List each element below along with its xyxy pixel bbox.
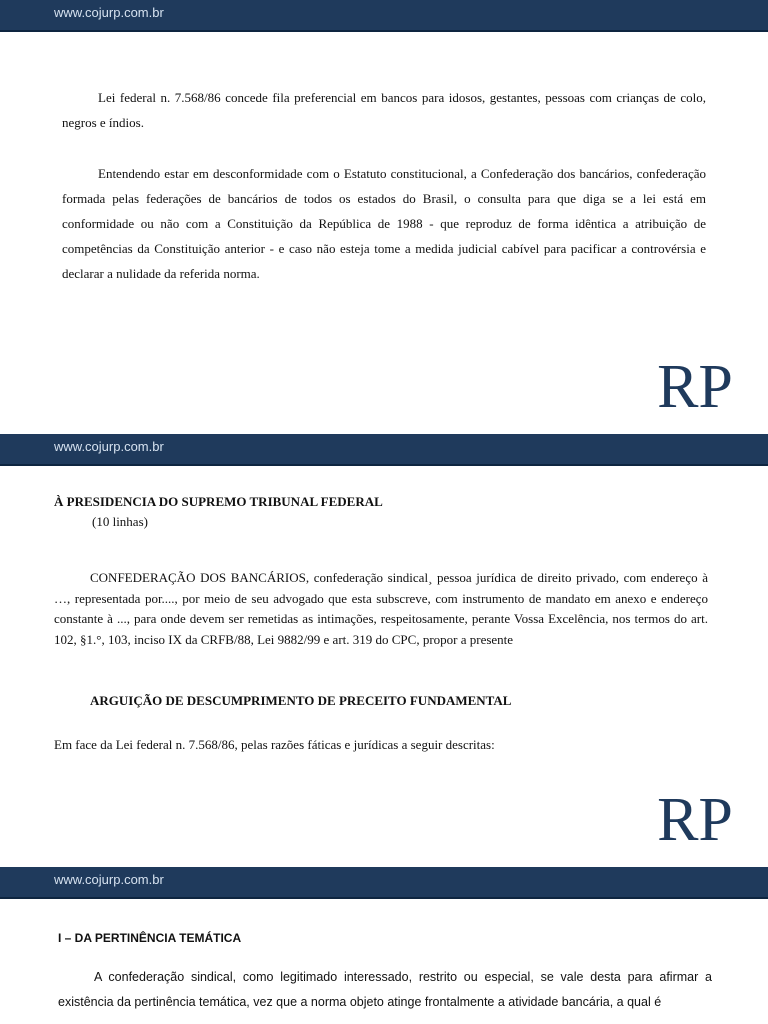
lines-note: (10 linhas): [92, 514, 148, 529]
rp-logo-mark: [652, 788, 738, 848]
slide-1: [0, 32, 768, 434]
rp-logo: [652, 788, 738, 848]
addressee-heading: À PRESIDENCIA DO SUPREMO TRIBUNAL FEDERAL: [54, 494, 383, 509]
rp-logo: [652, 355, 738, 415]
paragraph-against-law: Em face da Lei federal n. 7.568/86, pelas razões fáticas e jurídicas a seguir descritas:: [54, 737, 495, 752]
header-band: [0, 867, 768, 899]
section-title: I – DA PERTINÊNCIA TEMÁTICA: [58, 931, 242, 945]
paragraph-standing: A confederação sindical, como legitimado interessado, restrito ou especial, se vale desta para afirmar a existência da pertinência temática, vez que a norma objeto atinge frontalmente a atividade bancária, a qual é: [58, 970, 712, 1009]
rp-logo-text: RP: [657, 355, 733, 415]
slide-3: [0, 899, 768, 1024]
rp-logo-text: RP: [657, 788, 733, 848]
action-title: ARGUIÇÃO DE DESCUMPRIMENTO DE PRECEITO FUNDAMENTAL: [90, 693, 512, 708]
site-url-link[interactable]: www.cojurp.com.br: [54, 439, 164, 454]
rp-logo-mark: [652, 355, 738, 415]
site-url-link[interactable]: www.cojurp.com.br: [54, 5, 164, 20]
header-band: [0, 0, 768, 32]
slide-2: [0, 466, 768, 867]
header-band: [0, 434, 768, 466]
paragraph-law-summary: Lei federal n. 7.568/86 concede fila preferencial em bancos para idosos, gestantes, pessoas com crianças de colo, negros e índios.: [62, 90, 706, 130]
paragraph-consultation: Entendendo estar em desconformidade com o Estatuto constitucional, a Confederação dos bancários, confederação formada pelas federações de bancários de todos os estados do Brasil, o consulta para que diga se a lei está em conformidade ou não com a Constituição da República de 1988 - que reproduz de forma idêntica a atribuição de competências da Constituição anterior - e caso não esteja tome a medida judicial cabível para pacificar a controvérsia e declarar a nulidade da referida norma.: [62, 166, 706, 281]
paragraph-petitioner: CONFEDERAÇÃO DOS BANCÁRIOS, confederação sindical¸ pessoa jurídica de direito privado, com endereço à …, representada por...., por meio de seu advogado que esta subscreve, com instrumento de mandato em anexo e endereço constante à ..., para onde devem ser remetidas as intimações, respeitosamente, perante Vossa Excelência, nos termos do art. 102, §1.°, 103, inciso IX da CRFB/88, Lei 9882/99 e art. 319 do CPC, propor a presente: [54, 570, 708, 647]
site-url-link[interactable]: www.cojurp.com.br: [54, 872, 164, 887]
